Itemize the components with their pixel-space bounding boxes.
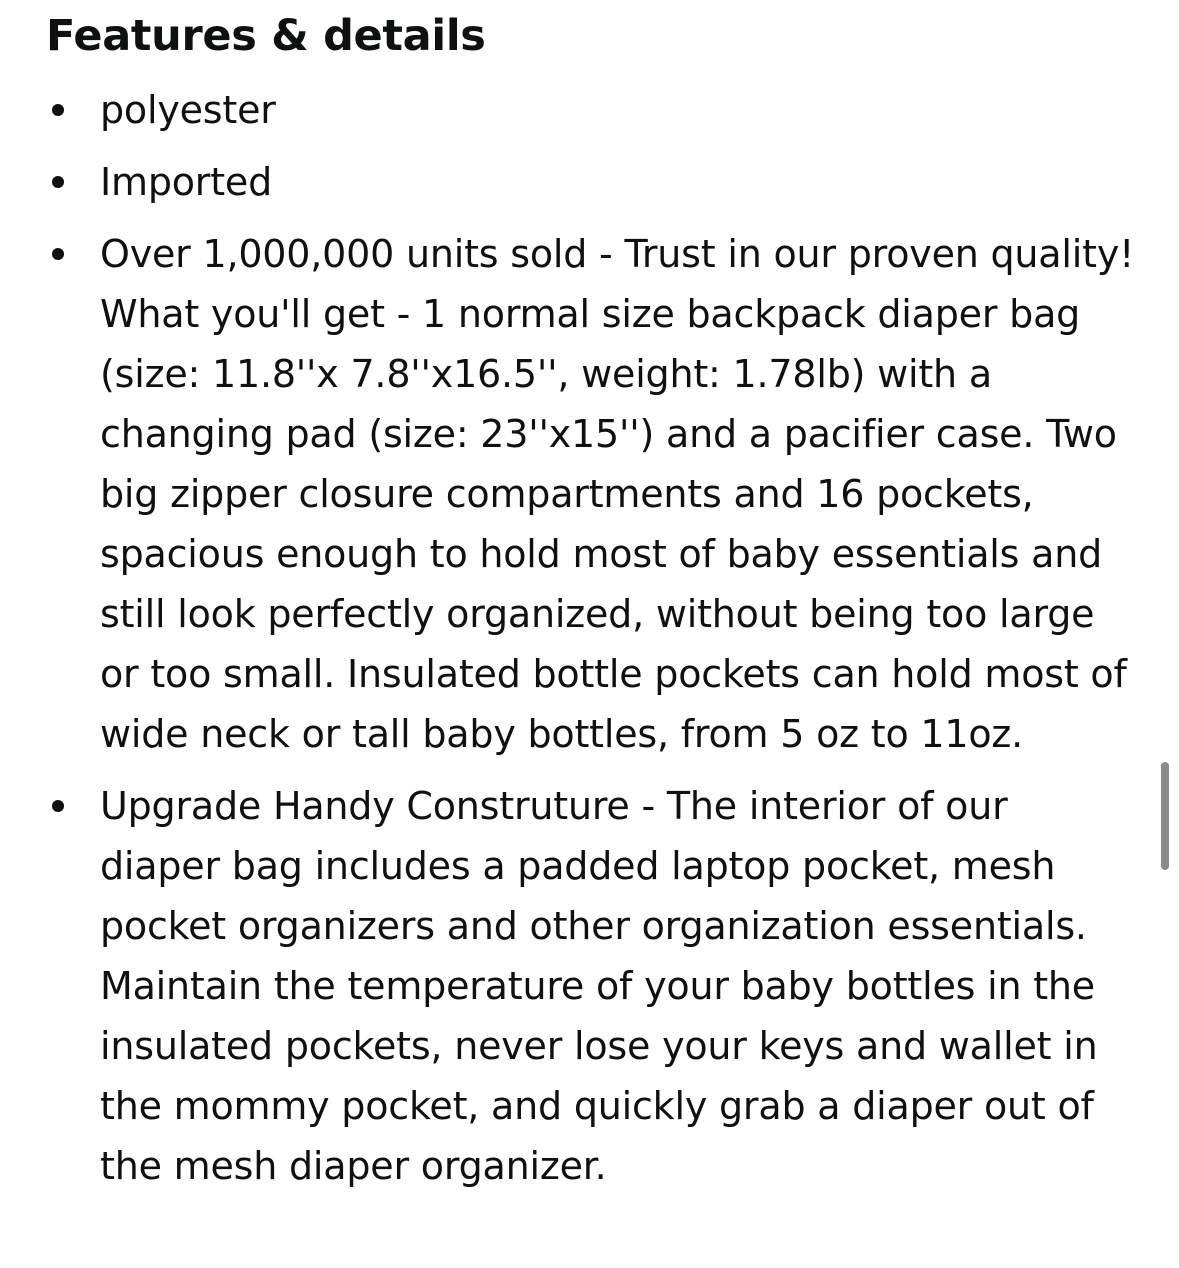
features-details-heading: Features & details: [46, 11, 486, 61]
bullet-dot-icon: [52, 176, 64, 188]
features-bullet-list: [46, 80, 1136, 1208]
feature-bullet-text: Imported: [100, 160, 273, 204]
scrollbar-thumb[interactable]: [1161, 762, 1169, 870]
feature-bullet-text: Upgrade Handy Construture - The interior of our diaper bag includes a padded laptop pocket, mesh pocket organizers and other organization essentials. Maintain the temperature of your baby bottles in the insulated pockets, never lose your keys and wallet in the mommy pocket, and quickly grab a diaper out of the mesh diaper organizer.: [100, 784, 1098, 1188]
feature-bullet-item: [46, 776, 1136, 1196]
feature-bullet-text: Over 1,000,000 units sold - Trust in our proven quality! What you'll get - 1 normal size backpack diaper bag (size: 11.8''x 7.8''x16.5'', weight: 1.78lb) with a changing pad (size: 23''x15'') and a pacifier case. Two big zipper closure compartments and 16 pockets, spacious enough to hold most of baby essentials and still look perfectly organized, without being too large or too small. Insulated bottle pockets can hold most of wide neck or tall baby bottles, from 5 oz to 11oz.: [100, 232, 1135, 756]
feature-bullet-item: [46, 224, 1136, 764]
feature-bullet-item: [46, 80, 1136, 140]
feature-bullet-text: polyester: [100, 88, 276, 132]
bullet-dot-icon: [52, 248, 64, 260]
feature-bullet-item: [46, 152, 1136, 212]
bullet-dot-icon: [52, 104, 64, 116]
bullet-dot-icon: [52, 800, 64, 812]
